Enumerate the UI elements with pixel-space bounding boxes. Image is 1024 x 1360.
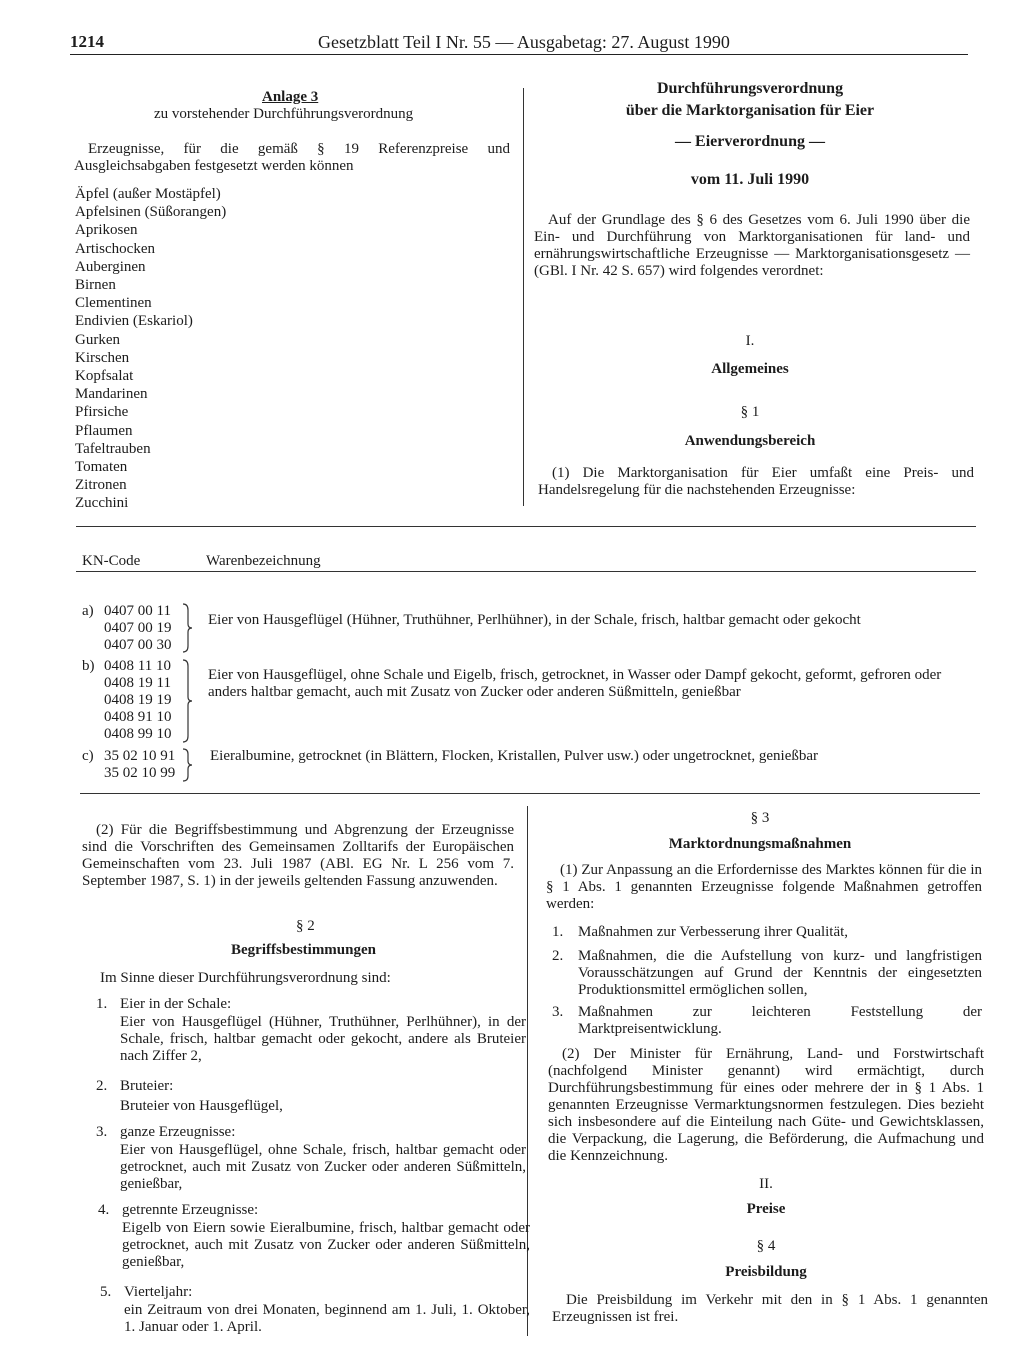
section1-paragraph1: (1) Die Marktorganisation für Eier umfaßt eine Preis- und Handelsregelung für die nachstehenden Erzeugnisse: xyxy=(538,465,974,498)
brace-icon xyxy=(180,658,194,744)
section1-number: § 1 xyxy=(740,404,760,420)
column-divider-top xyxy=(523,88,524,506)
table-row-codes xyxy=(104,603,172,654)
definition-text: Bruteier von Hausgeflügel, xyxy=(120,1098,283,1114)
definition-label: Vierteljahr: xyxy=(124,1284,193,1300)
measure-number: 1. xyxy=(552,924,564,940)
part1-numeral: I. xyxy=(745,333,755,349)
list-item: Clementinen xyxy=(75,295,152,312)
kn-code: 0408 19 19 xyxy=(104,692,172,708)
section4-paragraph1: Die Preisbildung im Verkehr mit den in § 1 Abs. 1 genannten Erzeugnissen ist frei. xyxy=(552,1292,988,1325)
definition-number: 4. xyxy=(98,1202,110,1218)
definition-number: 5. xyxy=(100,1284,112,1300)
section4-title: Preisbildung xyxy=(725,1264,807,1280)
table-row-label: b) xyxy=(82,658,95,674)
table-header-description: Warenbezeichnung xyxy=(206,553,321,569)
table-row-description: Eier von Hausgeflügel, ohne Schale und Eigelb, frisch, getrocknet, in Wasser oder Dampf gekocht, geformt, gefroren oder anders haltbar gemacht, auch mit Zusatz von Zucker oder anderen Süßmitteln, genießbar xyxy=(208,667,942,700)
ordinance-short-title: — Eierverordnung — xyxy=(675,133,825,150)
kn-code: 0407 00 11 xyxy=(104,603,171,619)
list-item: Zucchini xyxy=(75,495,129,512)
list-item: Tafeltrauben xyxy=(75,440,151,457)
table-row-codes xyxy=(104,748,175,782)
annex-subtitle: zu vorstehender Durchführungsverordnung xyxy=(154,106,414,122)
kn-code: 35 02 10 91 xyxy=(104,748,176,764)
definition-text: Eier von Hausgeflügel, ohne Schale, frisch, haltbar gemacht oder getrocknet, auch mit Zusatz von Zucker oder anderen Süßmitteln, genießbar, xyxy=(120,1142,526,1192)
brace-icon xyxy=(180,747,194,783)
kn-code: 35 02 10 99 xyxy=(104,765,176,781)
section3-paragraph1: (1) Zur Anpassung an die Erfordernisse des Marktes können für die in § 1 Abs. 1 genannten Erzeugnisse folgende Maßnahmen getroffen werden: xyxy=(546,862,982,912)
annex-intro: Erzeugnisse, für die gemäß § 19 Referenzpreise und Ausgleichsabgaben festgesetzt werden können xyxy=(74,141,510,174)
produce-list xyxy=(75,185,226,513)
table-row-description: Eieralbumine, getrocknet (in Blättern, Flocken, Kristallen, Pulver usw.) oder ungetrocknet, genießbar xyxy=(210,748,819,764)
section3-paragraph2: (2) Der Minister für Ernährung, Land- und Forstwirtschaft (nachfolgend Minister genannt) wird ermächtigt, durch Durchführungsbestimmung für eines oder mehrere der in § 1 Abs. 1 genannten Erzeugnisse Vermarktungsnormen festzulegen. Dies bezieht sich insbesondere auf die Einteilung nach Güte- und Gewichtsklassen, die Verpackung, die Lagerung, die Beförderung, die Aufmachung und die Kennzeichnung. xyxy=(548,1046,984,1164)
table-row-label: c) xyxy=(82,748,94,764)
definition-label: ganze Erzeugnisse: xyxy=(120,1124,236,1140)
definition-label: Eier in der Schale: xyxy=(120,996,232,1012)
ordinance-date: vom 11. Juli 1990 xyxy=(690,171,810,188)
list-item: Aprikosen xyxy=(75,222,138,239)
list-item: Endivien (Eskariol) xyxy=(75,313,193,330)
table-row-label: a) xyxy=(82,603,94,619)
measure-number: 2. xyxy=(552,948,564,964)
preamble: Auf der Grundlage des § 6 des Gesetzes vom 6. Juli 1990 über die Ein- und Durchführung von Marktorganisationen für land- und ernährungswirtschaftliche Erzeugnisse — Marktorganisationsgesetz — (GBl. I Nr. 42 S. 657) wird folgendes verordnet: xyxy=(534,212,970,279)
section3-title: Marktordnungsmaßnahmen xyxy=(668,836,852,852)
section1-title: Anwendungsbereich xyxy=(684,433,816,449)
section2-number: § 2 xyxy=(296,918,315,934)
kn-code: 0408 91 10 xyxy=(104,709,172,725)
table-header-rule xyxy=(76,571,976,572)
definition-text: Eier von Hausgeflügel (Hühner, Truthühner, Perlhühner), in der Schale, frisch, haltbar gemacht oder gekocht, andere als Bruteier nach Ziffer 2, xyxy=(120,1014,526,1064)
section1-paragraph2: (2) Für die Begriffsbestimmung und Abgrenzung der Erzeugnisse sind die Vorschriften des Gemeinsamen Zolltarifs der Europäischen Gemeinschaften vom 23. Juli 1987 (ABl. EG Nr. L 256 vom 7. September 1987, S. 1) in der jeweils geltenden Fassung anzuwenden. xyxy=(82,822,514,889)
brace-icon xyxy=(180,602,194,654)
definition-label: getrennte Erzeugnisse: xyxy=(122,1202,259,1218)
list-item: Zitronen xyxy=(75,477,127,494)
table-header-code: KN-Code xyxy=(82,553,141,569)
ordinance-title-line1: Durchführungsverordnung xyxy=(656,80,844,97)
definition-number: 3. xyxy=(96,1124,108,1140)
part1-title: Allgemeines xyxy=(711,361,789,377)
kn-code: 0407 00 30 xyxy=(104,637,172,653)
section4-number: § 4 xyxy=(756,1238,776,1254)
page-number: 1214 xyxy=(70,32,104,51)
list-item: Apfelsinen (Süßorangen) xyxy=(75,204,227,221)
list-item: Birnen xyxy=(75,277,116,294)
kn-code: 0407 00 19 xyxy=(104,620,172,636)
table-bottom-rule xyxy=(80,793,980,794)
measure-text: Maßnahmen zur Verbesserung ihrer Qualität, xyxy=(578,924,849,940)
definition-text: ein Zeitraum von drei Monaten, beginnend am 1. Juli, 1. Oktober, 1. Januar oder 1. April. xyxy=(124,1302,530,1335)
header-rule xyxy=(70,54,968,55)
definition-number: 2. xyxy=(96,1078,108,1094)
table-row-description: Eier von Hausgeflügel (Hühner, Truthühner, Perlhühner), in der Schale, frisch, haltbar gemacht oder gekocht xyxy=(208,612,861,628)
annex-title: Anlage 3 xyxy=(262,89,319,105)
ordinance-title-line2: über die Marktorganisation für Eier xyxy=(625,102,875,119)
measure-number: 3. xyxy=(552,1004,564,1020)
table-top-rule xyxy=(76,526,976,527)
list-item: Pfirsiche xyxy=(75,404,129,421)
section2-intro: Im Sinne dieser Durchführungsverordnung sind: xyxy=(100,970,391,986)
part2-numeral: II. xyxy=(759,1176,773,1192)
measure-text: Maßnahmen zur leichteren Feststellung der Marktpreisentwicklung. xyxy=(578,1004,982,1037)
table-row-codes xyxy=(104,658,172,743)
kn-code: 0408 11 10 xyxy=(104,658,171,674)
list-item: Mandarinen xyxy=(75,386,148,403)
running-head: Gesetzblatt Teil I Nr. 55 — Ausgabetag: 27. August 1990 xyxy=(318,32,730,52)
definition-text: Eigelb von Eiern sowie Eieralbumine, frisch, haltbar gemacht oder getrocknet, auch mit Zusatz von Zucker oder anderen Süßmitteln, genießbar, xyxy=(122,1220,530,1270)
list-item: Gurken xyxy=(75,331,120,348)
section2-title: Begriffsbestimmungen xyxy=(231,942,376,958)
list-item: Pflaumen xyxy=(75,422,133,439)
part2-title: Preise xyxy=(746,1201,786,1217)
list-item: Artischocken xyxy=(75,240,155,257)
kn-code: 0408 99 10 xyxy=(104,726,172,742)
list-item: Kirschen xyxy=(75,349,130,366)
definition-number: 1. xyxy=(96,996,108,1012)
list-item: Äpfel (außer Mostäpfel) xyxy=(75,186,221,202)
measure-text: Maßnahmen, die die Aufstellung von kurz- und langfristigen Vorausschätzungen auf Grund der Kenntnis der eingesetzten Produktionsmittel ermöglichen sollen, xyxy=(578,948,982,998)
list-item: Tomaten xyxy=(75,459,128,476)
kn-code: 0408 19 11 xyxy=(104,675,171,691)
list-item: Kopfsalat xyxy=(75,368,134,385)
section3-number: § 3 xyxy=(750,810,770,826)
definition-label: Bruteier: xyxy=(120,1078,174,1094)
list-item: Auberginen xyxy=(75,258,146,275)
